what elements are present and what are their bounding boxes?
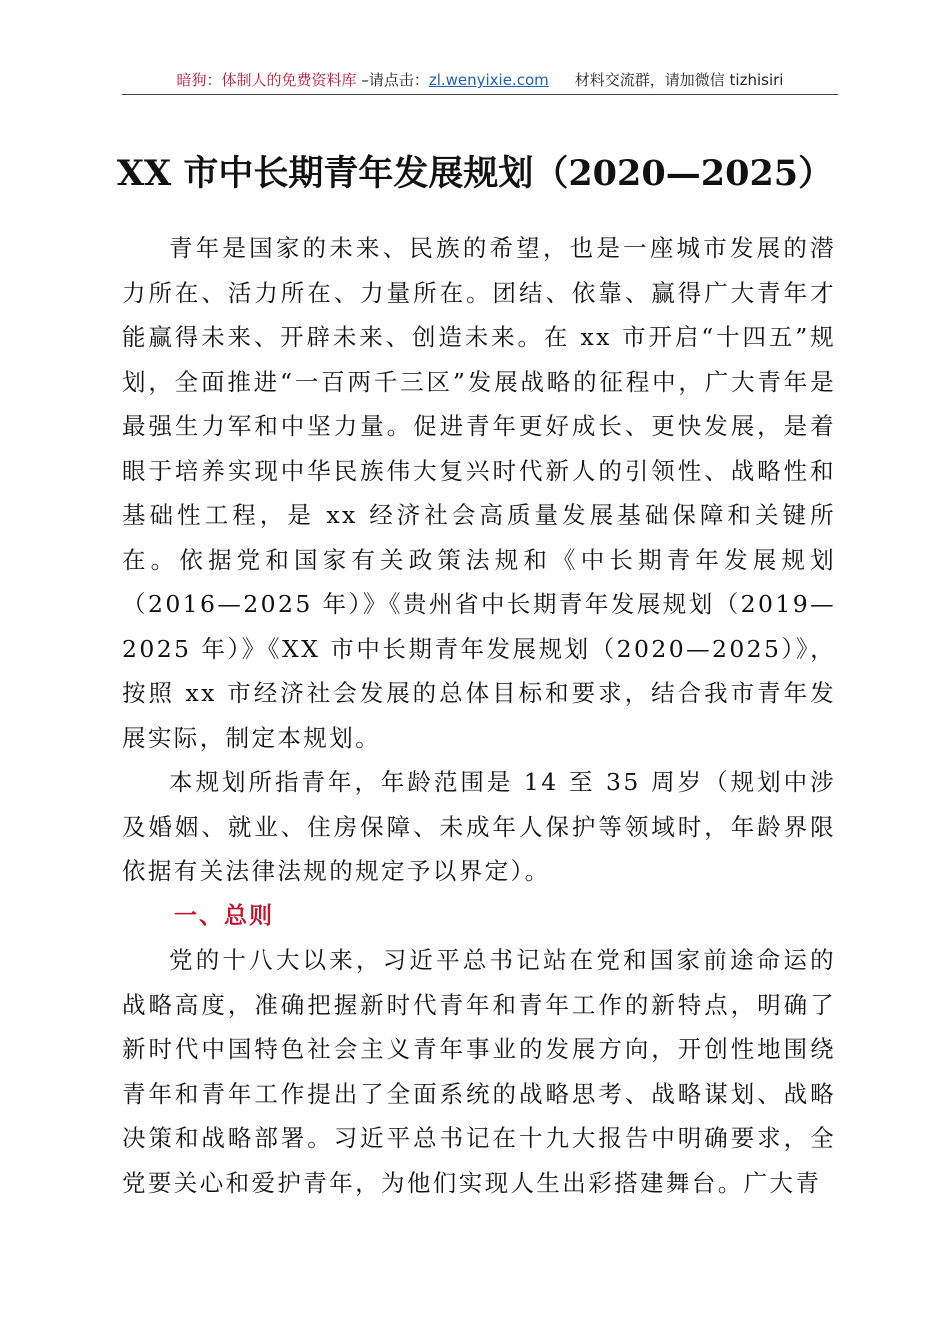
document-body — [122, 226, 836, 1205]
header-link[interactable]: zl.wenyixie.com — [428, 71, 549, 89]
header-contact: 材料交流群，请加微信 tizhisiri — [574, 71, 784, 89]
header-prompt: –请点击： — [356, 71, 429, 89]
header-brand: 暗狗：体制人的免费资料库 — [176, 71, 357, 89]
document-title: XX 市中长期青年发展规划（2020—2025） — [116, 153, 834, 194]
scope-paragraph: 本规划所指青年，年龄范围是 14 至 35 周岁（规划中涉及婚姻、就业、住房保障、未成年人保护等领域时，年龄界限依据有关法律法规的规定予以界定）。 — [122, 768, 836, 885]
section-heading: 一、总则 — [174, 902, 274, 929]
intro-paragraph: 青年是国家的未来、民族的希望，也是一座城市发展的潜力所在、活力所在、力量所在。团结、依靠、赢得广大青年才能赢得未来、开辟未来、创造未来。在 xx 市开启“十四五”规划，全面推进“一百两千三区”发展战略的征程中，广大青年是最强生力军和中坚力量。促进青年更好成长、更快发展，是着眼于培养实现中华民族伟大复兴时代新人的引领性、战略性和基础性工程，是 xx 经济社会高质量发展基础保障和关键所在。依据党和国家有关政策法规和《中长期青年发展规划（2016—2025 年）》《贵州省中长期青年发展规划（2019—2025 年）》《XX 市中长期青年发展规划（2020—2025）》，按照 xx 市经济社会发展的总体目标和要求，结合我市青年发展实际，制定本规划。 — [122, 234, 836, 752]
section-paragraph: 党的十八大以来，习近平总书记站在党和国家前途命运的战略高度，准确把握新时代青年和青年工作的新特点，明确了新时代中国特色社会主义青年事业的发展方向，开创性地围绕青年和青年工作提出了全面系统的战略思考、战略谋划、战略决策和战略部署。习近平总书记在十九大报告中明确要求，全党要关心和爱护青年，为他们实现人生出彩搭建舞台。广大青 — [122, 946, 836, 1197]
page-header — [122, 66, 838, 95]
